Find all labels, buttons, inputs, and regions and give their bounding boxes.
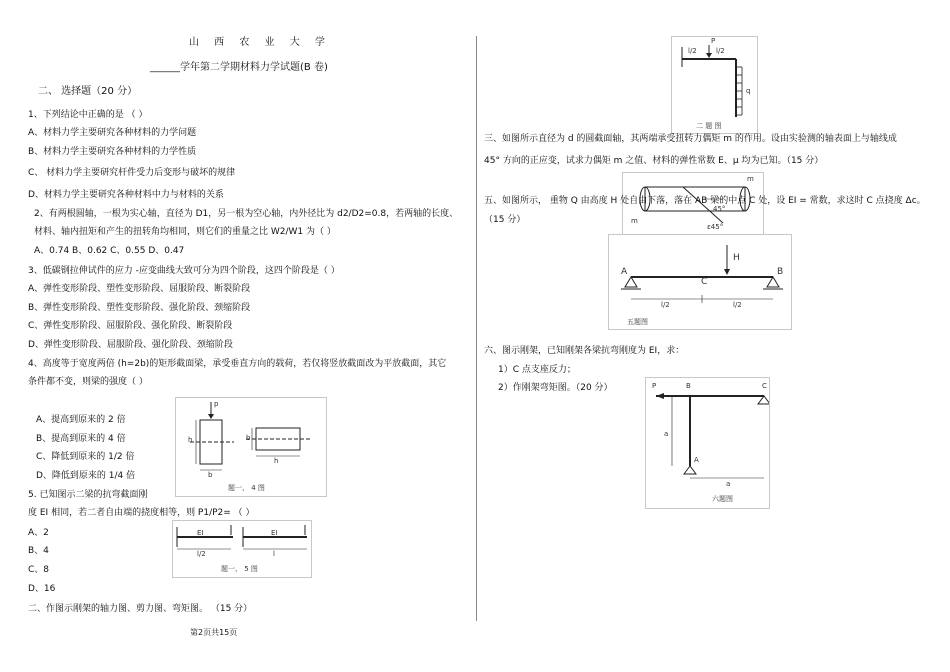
fig5-label-a: A [621,267,628,277]
q6-item2: 2）作刚架弯矩图。（20 分） [498,383,613,393]
q5-right-line1: 五、如图所示， 重物 Q 由高度 H 处自由下落，落在 AB 梁的中点 C 处，设 EI = 常数，求这时 C 点挠度 Δc。 [484,196,926,206]
fig3-label-eps: ε45° [707,223,724,231]
q3-option-d: D、弹性变形阶段、屈服阶段、强化阶段、颈缩阶段 [28,340,233,350]
figure-5 [608,234,792,330]
fig3-label-m1: m [631,217,638,225]
q5-line2: 度 EI 相同，若二者自由端的挠度相等，则 P1/P2= （ ） [28,508,255,518]
fig5-label-h: H [733,253,740,263]
q1-option-a: A、材料力学主要研究各种材料的力学问题 [28,128,197,138]
university-name: 山 西 农 业 大 学 [189,37,331,48]
q4-option-a: A、提高到原来的 2 倍 [36,415,126,425]
figure-2 [671,36,758,134]
fig-q4-label-h2: h [274,457,279,465]
fig6-label-c: C [762,382,767,390]
q4-line2: 条件都不变，则梁的强度（ ） [28,377,148,387]
fig-q4-label-b: b [208,471,213,479]
q2-options: A、0.74 B、0.62 C、0.55 D、0.47 [34,246,185,256]
q4-option-d: D、降低到原来的 1/4 倍 [36,471,136,481]
fig5-label-l2b: l/2 [733,301,742,309]
fig6-label-a: A [694,456,699,464]
paper-version: (B 卷) [300,62,328,73]
fig6-label-b: B [686,382,691,390]
fig6-caption: 六题图 [712,495,733,503]
q4-option-c: C、降低到原来的 1/2 倍 [36,452,135,462]
fig6-label-p: P [652,382,657,390]
fig-q4-label-h: h [188,436,193,444]
fig2-label-l2a: l/2 [688,47,697,55]
q3-option-c: C、弹性变形阶段、屈服阶段、强化阶段、断裂阶段 [28,321,233,331]
figure-q4 [175,397,327,497]
fig6-label-a-horiz: a [726,480,731,488]
q2-line1: 2、有两根圆轴，一根为实心轴，直径为 D1，另一根为空心轴，内外径比为 d2/D2=0.8，若两轴的长度、 [34,209,459,219]
q1-stem: 1、下列结论中正确的是 （ ） [28,110,148,120]
q6-line1: 六、图示刚架，已知刚架各梁抗弯刚度为 EI，求： [484,346,685,356]
fig-q4-label-p: p [214,400,219,408]
q5-option-b: B、4 [28,546,49,556]
fig-q5-label-l: l [273,550,275,558]
q1-option-b: B、材料力学主要研究各种材料的力学性质 [28,147,197,157]
page-footer: 第2页共15页 [190,628,238,637]
q1-option-c: C、 材料力学主要研究杆件受力后变形与破坏的规律 [28,168,236,178]
fig5-label-l2a: l/2 [661,301,670,309]
fig2-label-p: P [711,37,716,45]
q3-stem: 3、低碳钢拉伸试件的应力 -应变曲线大致可分为四个阶段，这四个阶段是（ ） [28,266,340,276]
q3-right-line1: 三、如图所示直径为 d 的圆截面轴，其两端承受扭转力偶矩 m 的作用。设由实验测的轴表面上与轴线成 [484,134,897,144]
q5-right-line2: （15 分） [484,215,526,225]
q4-line1: 4、高度等于宽度两倍 (h=2b)的矩形截面梁，承受垂直方向的载荷，若仅将竖放截面改为平放截面，其它 [28,359,447,369]
q3-right-line2: 45° 方向的正应变，试求力偶矩 m 之值、材料的弹性常数 E、μ 均为已知。（15 分） [484,156,824,166]
fig-q5-label-ei2: EI [271,529,278,537]
q4-option-b: B、提高到原来的 4 倍 [36,434,126,444]
fig-q5-label-l2: l/2 [197,550,206,558]
q3-option-b: B、弹性变形阶段、塑性变形阶段、强化阶段、颈缩阶段 [28,303,251,313]
section2-heading: 二、 选择题（20 分） [38,86,138,97]
fig5-caption: 五题图 [627,318,648,326]
fig6-label-a-vert: a [664,430,669,438]
year-blank: ______ [150,62,180,73]
fig5-label-c: C [701,277,708,287]
q6-item1: 1）C 点支座反力； [498,365,576,375]
fig5-label-b: B [777,267,784,277]
column-divider [476,36,477,621]
figure-6 [645,377,770,509]
q5-option-d: D、16 [28,584,56,594]
fig2-label-q: q [746,87,751,95]
fig-q4-caption: 题一、 4 图 [228,484,265,492]
fig3-label-45: 45° [713,205,726,213]
fig3-label-m2: m [747,175,754,183]
q2-line2: 材料、轴内扭矩和产生的扭转角均相同，则它们的重量之比 W2/W1 为（ ） [34,227,336,237]
fig-q4-label-b2: b [246,434,251,442]
fig2-caption: 二 题 图 [696,122,722,130]
fig-q5-label-ei1: EI [197,529,204,537]
q5-line1: 5. 已知图示二梁的抗弯截面刚 [28,490,148,500]
fig-q5-caption: 题一、 5 图 [221,565,258,573]
figure-q5 [172,520,312,578]
exam-title-text: 学年第二学期材料力学试题 [180,62,300,73]
fig2-label-l2b: l/2 [716,47,725,55]
q5-option-c: C、8 [28,565,50,575]
q1-option-d: D、材料力学主要研究各种材料中力与材料的关系 [28,190,224,200]
frame-question-heading: 二、作图示刚架的轴力图、剪力图、弯矩图。 （15 分） [28,604,253,614]
exam-title [150,62,328,74]
q3-option-a: A、弹性变形阶段、塑性变形阶段、屈服阶段、断裂阶段 [28,284,251,294]
q5-option-a: A、2 [28,528,49,538]
